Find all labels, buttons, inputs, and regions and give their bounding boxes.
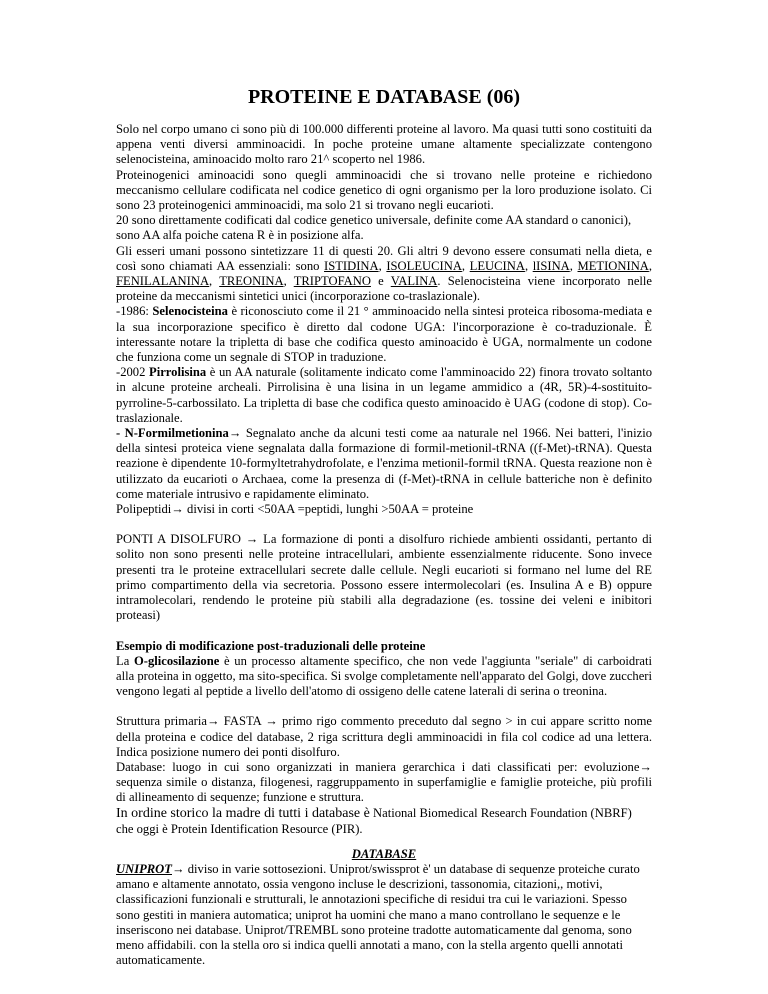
term-formilmetionina: - N-Formilmetionina — [116, 426, 229, 441]
pirrolisina-text: è un AA naturale (solitamente indicato come l'amminoacido 22) finora trovato soltanto in alcune proteine archeali. Pirrolisina è una lisina in un legame ammidico a (4R, 5R)-4-sostituito-pyrroline-5-carbossilato. La tripletta di base che codifica questo aminoacido è UAG (codone di stop). Co-traslazionale. — [116, 365, 652, 425]
paragraph-ponti-disolfuro: PONTI A DISOLFURO → La formazione di ponti a disolfuro richiede ambienti ossidanti, pertanto di solito non sono presenti nelle proteine intracellulari, ambiente essenzialmente riducente. Sono invece presenti tra le proteine extracellulari secrete dalle cellule. Negli eucarioti si formano nel lume del RE primo compartimento della via secretoria. Possono essere intermolecolari (es. Insulina A e B) oppure intramolecolari, rendendo le proteine più stabili alla degradazione (es. tossine dei veleni e inibitori proteasi) — [116, 532, 652, 623]
year-1986: -1986: — [116, 304, 153, 319]
document-body — [116, 122, 652, 968]
aa-lisina: lISINA — [532, 258, 570, 273]
essential-intro-text: Gli esseri umani possono sintetizzare 11 di questi 20. Gli altri 9 devono essere consumati nella dieta, e così sono chiamati AA essenziali: sono — [116, 243, 652, 273]
section-heading-database: DATABASE — [351, 846, 417, 861]
history-text: National Biomedical Research Foundation (NBRF) che oggi è Protein Identification Resource (PIR). — [116, 805, 632, 836]
paragraph-intro: Solo nel corpo umano ci sono più di 100.000 differenti proteine al lavoro. Ma quasi tutti sono costituiti da appena venti diversi amminoacidi. In poche proteine umane altamente specializzate contengono selenocisteina, aminoacido molto raro 21^ scoperto nel 1986. — [116, 122, 652, 167]
history-lead: In ordine storico la madre di tutti i database è — [116, 805, 370, 821]
aa-triptofano: TRIPTOFANO — [293, 274, 371, 289]
aa-treonina: TREONINA — [219, 274, 284, 289]
spacer — [116, 699, 652, 714]
paragraph-database-def: Database: luogo in cui sono organizzati in maniera gerarchica i dati classificati per: evoluzione→ sequenza simile o distanza, filogenesi, raggruppamento in superfamiglie e famiglie proteiche, più profili di allineamento di sequenze; funzione e struttura. — [116, 759, 652, 805]
paragraph-pirrolisina — [116, 365, 652, 426]
paragraph-o-glicosilazione — [116, 654, 652, 700]
year-2002: -2002 — [116, 365, 150, 380]
o-glic-start: La — [116, 653, 134, 668]
paragraph-uniprot — [116, 862, 652, 968]
essential-end-text: . Selenocisteina viene incorporato nelle proteine da meccanismi sintetici unici (incorporazione co-traslazionale). — [116, 274, 653, 304]
aa-leucina: LEUCINA — [469, 258, 525, 273]
page-title: PROTEINE E DATABASE (06) — [247, 86, 521, 108]
formilmetionina-text: → Segnalato anche da alcuni testi come aa naturale nel 1966. Nei batteri, l'inizio della sintesi proteica viene segnalata dalla formazione di formil-metionil-tRNA ((f-Met)-tRNA). Questa reazione è dipendente 10-formyltetrahydrofolate, e l'enzima metionil-formil tRNA. Questa reazione non è utilizzato da eucarioti o Archaea, come la presenza di (f-Met)-tRNA in cellule batteriche non è definito come materiale intrusivo e rapidamente eliminato. — [116, 426, 652, 501]
aa-istidina: ISTIDINA — [324, 258, 379, 273]
paragraph-history — [116, 806, 652, 837]
term-uniprot: UNIPROT — [116, 861, 172, 876]
paragraph-fasta: Struttura primaria→ FASTA → primo rigo commento preceduto dal segno > in cui appare scritto nome della proteina e codice del database, 2 riga scrittura degli amminoacidi in fila col codice ad una lettera. Indica posizione numero dei ponti disolfuro. — [116, 714, 652, 759]
spacer — [116, 517, 652, 532]
term-selenocisteina: Selenocisteina — [152, 304, 228, 319]
selenocisteina-text: è riconosciuto come il 21 ° amminoacido nella sintesi proteica ribosoma-mediata e la sua incorporazione specifico è diretto dal codone UGA: l'incorporazione è co-traduzionale. È interessante notare la tripletta di base che codifica questo aminoacido è UGA, normalmente un codone che funziona come un segnale di STOP in traduzione. — [116, 304, 652, 365]
aa-isoleucina: ISOLEUCINA — [386, 258, 462, 273]
paragraph-essential-aa: Gli esseri umani possono sintetizzare 11 di questi 20. Gli altri 9 devono essere consumati nella dieta, e così sono chiamati AA essenziali: sono ISTIDINA, ISOLEUCINA, LEUCINA, lISINA, METIONINA, FENILALANINA, TREONINA, TRIPTOFANO e VALINA. Selenocisteina viene incorporato nelle proteine da meccanismi sintetici unici (incorporazione co-traslazionale). — [116, 243, 653, 304]
aa-fenilalanina: FENILALANINA — [116, 274, 210, 289]
spacer — [116, 624, 652, 639]
uniprot-text: → diviso in varie sottosezioni. Uniprot/swissprot è' un database di sequenze proteiche curato amano e altamente annotato, ossia vengono incluse le descrizioni, tassonomia, citazioni,, motivi, classificazioni funzionali e strutturali, le annotazioni specifiche di residui tra cui le variazioni. Spesso sono gestiti in maniera automatica; uniprot ha uomini che mano a mano controllano le sequenze e le inseriscono nei database. Uniprot/TREMBL sono proteine tradotte automaticamente dal genoma, sono meno affidabili. con la stella oro si indica quelli annotati a mano, con la stella argento quelli annotati automaticamente. — [116, 861, 640, 968]
term-o-glicosilazione: O-glicosilazione — [133, 653, 220, 668]
paragraph-standard-aa: 20 sono direttamente codificati dal codice genetico universale, definite come AA standard o canonici), sono AA alfa poiche catena R è in posizione alfa. — [116, 213, 632, 243]
o-glic-text: è un processo altamente specifico, che non vede l'aggiunta "seriale" di carboidrati alla proteina in oggetto, ma sito-specifica. Si svolge completamente nell'apparato del Golgi, dove zuccheri vengono legati al peptide a livello dell'atomo di ossigeno delle catene laterali di serina o treonina. — [116, 653, 652, 699]
aa-valina: VALINA — [390, 274, 438, 289]
paragraph-selenocisteina — [116, 304, 652, 365]
paragraph-proteinogenic: Proteinogenici aminoacidi sono quegli amminoacidi che si trovano nelle proteine e richiedono meccanismo cellulare codificata nel codice genetico di ogni organismo per la loro produzione isolato. Ci sono 23 proteinogenici amminoacidi, ma solo 21 si trovano negli eucarioti. — [116, 167, 652, 213]
paragraph-formilmetionina — [116, 426, 652, 502]
aa-metionina: METIONINA — [577, 258, 649, 273]
term-pirrolisina: Pirrolisina — [149, 365, 207, 380]
section-heading-modification: Esempio di modificazione post-traduzionali delle proteine — [116, 638, 426, 653]
paragraph-polipeptidi: Polipeptidi→ divisi in corti <50AA =peptidi, lunghi >50AA = proteine — [116, 502, 474, 517]
and-text: e — [378, 274, 384, 289]
